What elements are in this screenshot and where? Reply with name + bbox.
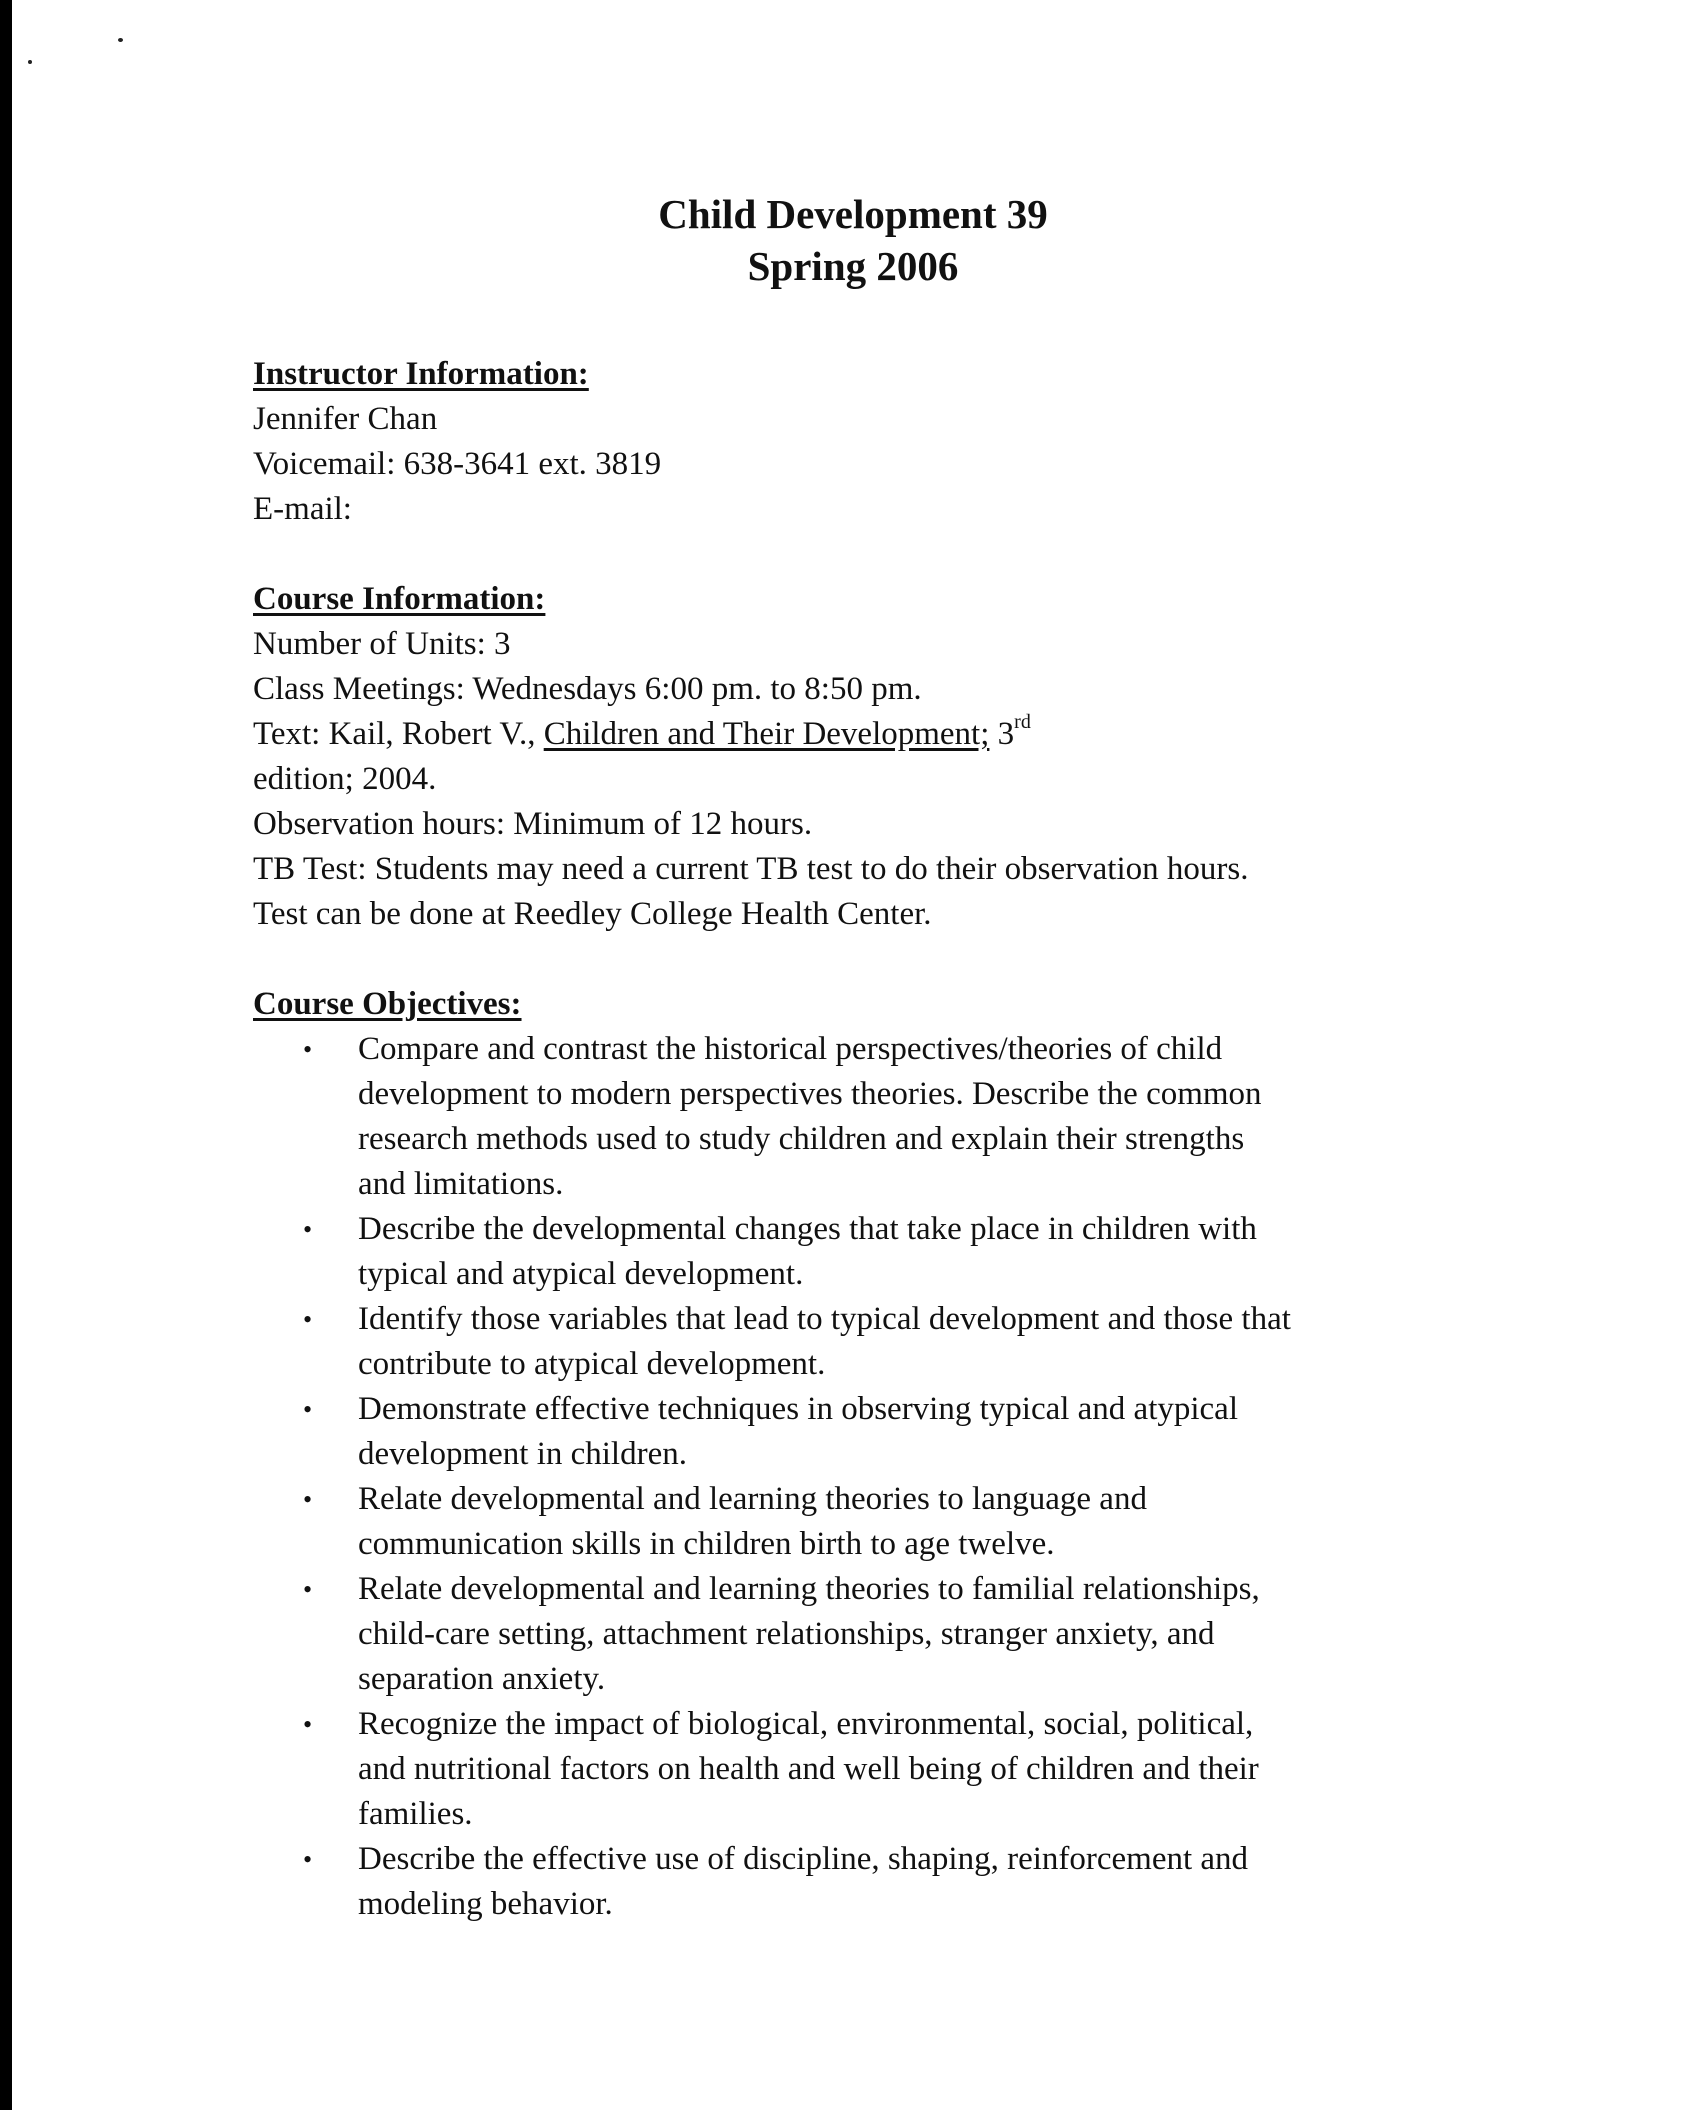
bullet-icon: • xyxy=(303,1395,313,1424)
objective-line: families. xyxy=(358,1796,473,1832)
course-heading: Course Information: xyxy=(253,581,546,617)
course-text-edition-suffix: rd xyxy=(1014,711,1031,733)
objective-line: research methods used to study children and explain their strengths xyxy=(358,1121,1245,1157)
title-course: Child Development 39 xyxy=(658,191,1048,237)
objectives-list xyxy=(253,1027,1553,1927)
objective-line: Identify those variables that lead to typical development and those that xyxy=(358,1301,1291,1337)
objective-line: Describe the developmental changes that take place in children with xyxy=(358,1211,1257,1247)
course-units: Number of Units: 3 xyxy=(253,626,511,662)
objective-line: Describe the effective use of discipline, shaping, reinforcement and xyxy=(358,1841,1249,1877)
objective-line: separation anxiety. xyxy=(358,1661,606,1697)
objective-item xyxy=(253,1477,1553,1567)
course-meetings: Class Meetings: Wednesdays 6:00 pm. to 8:50 pm. xyxy=(253,671,922,707)
course-observation: Observation hours: Minimum of 12 hours. xyxy=(253,806,813,842)
objective-item xyxy=(253,1837,1553,1927)
objective-line: development to modern perspectives theories. Describe the common xyxy=(358,1076,1262,1112)
objective-line: child-care setting, attachment relationships, stranger anxiety, and xyxy=(358,1616,1215,1652)
bullet-icon: • xyxy=(303,1845,313,1874)
scan-speck xyxy=(118,38,123,42)
scan-speck xyxy=(28,60,32,64)
document-page xyxy=(253,188,1553,1927)
course-text-continued: edition; 2004. xyxy=(253,761,437,797)
objective-line: communication skills in children birth to age twelve. xyxy=(358,1526,1055,1562)
objective-item xyxy=(253,1297,1553,1387)
objective-line: Relate developmental and learning theories to familial relationships, xyxy=(358,1571,1260,1607)
objective-line: Relate developmental and learning theories to language and xyxy=(358,1481,1147,1517)
course-textbook-title: Children and Their Development; xyxy=(543,716,990,752)
objective-line: Demonstrate effective techniques in observing typical and atypical xyxy=(358,1391,1238,1427)
course-tb-location: Test can be done at Reedley College Health Center. xyxy=(253,896,932,932)
objective-item xyxy=(253,1027,1553,1207)
course-text-prefix: Text: Kail, Robert V., xyxy=(253,716,544,752)
bullet-icon: • xyxy=(303,1575,313,1604)
course-text-edition: 3 xyxy=(989,716,1015,752)
objective-line: Compare and contrast the historical perspectives/theories of child xyxy=(358,1031,1223,1067)
objective-line: Recognize the impact of biological, environmental, social, political, xyxy=(358,1706,1254,1742)
instructor-section xyxy=(253,352,1553,532)
objective-line: development in children. xyxy=(358,1436,687,1472)
instructor-email: E-mail: xyxy=(253,491,352,527)
bullet-icon: • xyxy=(303,1710,313,1739)
instructor-heading: Instructor Information: xyxy=(253,356,589,392)
bullet-icon: • xyxy=(303,1035,313,1064)
bullet-icon: • xyxy=(303,1215,313,1244)
objectives-heading: Course Objectives: xyxy=(253,986,522,1022)
title-term: Spring 2006 xyxy=(747,243,959,289)
objective-line: contribute to atypical development. xyxy=(358,1346,826,1382)
objective-item xyxy=(253,1702,1553,1837)
objective-item xyxy=(253,1387,1553,1477)
course-tb-test: TB Test: Students may need a current TB test to do their observation hours. xyxy=(253,851,1249,887)
objective-line: and limitations. xyxy=(358,1166,564,1202)
scan-edge xyxy=(0,0,12,2110)
objective-line: modeling behavior. xyxy=(358,1886,613,1922)
instructor-voicemail: Voicemail: 638-3641 ext. 3819 xyxy=(253,446,662,482)
bullet-icon: • xyxy=(303,1485,313,1514)
objective-item xyxy=(253,1567,1553,1702)
objective-line: typical and atypical development. xyxy=(358,1256,804,1292)
course-text xyxy=(253,712,1553,757)
bullet-icon: • xyxy=(303,1305,313,1334)
objective-item xyxy=(253,1207,1553,1297)
objective-line: and nutritional factors on health and well being of children and their xyxy=(358,1751,1259,1787)
course-section xyxy=(253,577,1553,937)
document-title xyxy=(253,188,1453,292)
objectives-section xyxy=(253,982,1553,1927)
instructor-name: Jennifer Chan xyxy=(253,401,438,437)
